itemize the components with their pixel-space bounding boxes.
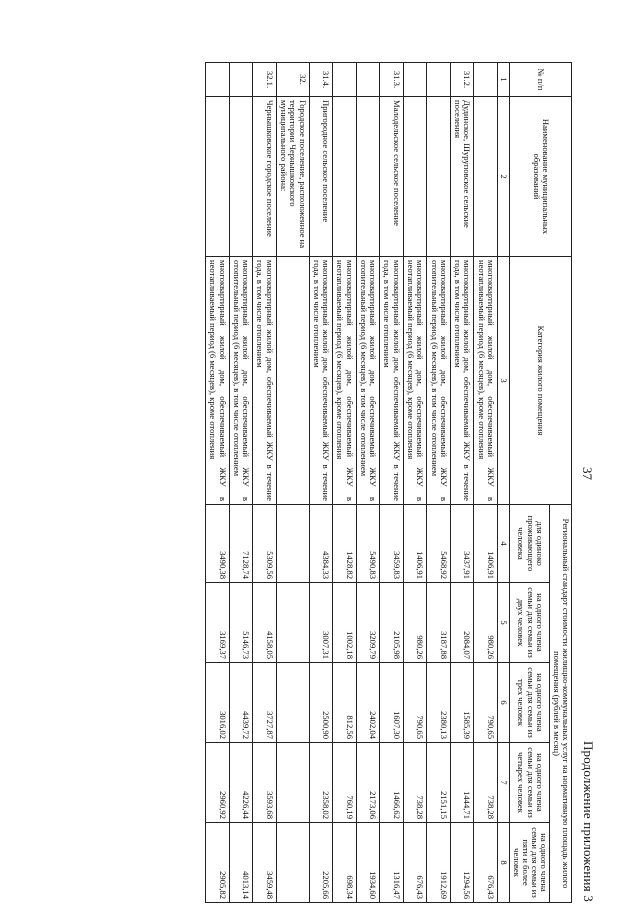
value-family-2: 3187,88 (427, 583, 451, 663)
value-family-3: 790,65 (403, 663, 427, 743)
table-row (206, 63, 230, 903)
housing-category: многоквартирный жилой дом, обеспечиваемый ЖКУ в течение года, в том числе отоплением (253, 257, 277, 505)
value-family-2: 980,26 (403, 583, 427, 663)
housing-category: многоквартирный жилой дом, обеспечиваемый ЖКУ в течение года, в том числе отоплением (450, 257, 474, 505)
value-family-4: 2960,92 (206, 743, 230, 823)
table-row (276, 63, 309, 903)
table-row (427, 63, 451, 903)
value-family-4: 4226,44 (229, 743, 253, 823)
value-family-5plus: 676,43 (474, 823, 498, 903)
value-family-2: 4158,05 (253, 583, 277, 663)
header-category: Категория жилого помещения (510, 257, 572, 505)
municipality-name (427, 97, 451, 257)
row-number: 31.3. (380, 63, 404, 97)
value-family-4: 3593,68 (253, 743, 277, 823)
housing-category: многоквартирный жилой дом, обеспечиваемый ЖКУ в неотапливаемый период (6 месяцев), кроме отопления (403, 257, 427, 505)
value-family-3: 4439,72 (229, 663, 253, 743)
table-row (380, 63, 404, 903)
column-number: 5 (498, 583, 510, 663)
value-family-3: 1585,39 (450, 663, 474, 743)
housing-category: многоквартирный жилой дом, обеспечиваемый ЖКУ в отопительный период (6 месяцев), в том числе отоплением (356, 257, 380, 505)
housing-category: многоквартирный жилой дом, обеспечиваемый ЖКУ в неотапливаемый период (6 месяцев), кроме отопления (333, 257, 357, 505)
header-sub-5: на одного члена семьи для семьи из пяти и более человек (510, 823, 550, 903)
value-single: 3459,83 (380, 505, 404, 583)
value-family-2 (276, 583, 309, 663)
value-family-3: 3016,02 (206, 663, 230, 743)
value-family-2: 3007,31 (309, 583, 333, 663)
header-num: № п/п (510, 63, 572, 97)
housing-category: многоквартирный жилой дом, обеспечиваемый ЖКУ в течение года, в том числе отоплением (380, 257, 404, 505)
table-row (356, 63, 380, 903)
rotated-page (120, 62, 600, 902)
value-family-2: 3209,79 (356, 583, 380, 663)
value-family-3: 2402,04 (356, 663, 380, 743)
row-number (356, 63, 380, 97)
column-number: 7 (498, 743, 510, 823)
housing-category: многоквартирный жилой дом, обеспечиваемый ЖКУ в течение года, в том числе отоплением (309, 257, 333, 505)
value-family-2: 1002,18 (333, 583, 357, 663)
row-number (229, 63, 253, 97)
municipality-name: Пригородное сельское поселение (309, 97, 333, 257)
value-single: 1428,82 (333, 505, 357, 583)
value-single: 3490,38 (206, 505, 230, 583)
row-number: 32. (276, 63, 309, 97)
table-body (206, 63, 498, 903)
header-sub-1: для одиноко проживающего человека (510, 505, 550, 583)
page-number: 37 (580, 467, 595, 480)
table-row (403, 63, 427, 903)
value-single: 7128,74 (229, 505, 253, 583)
value-single: 5468,92 (427, 505, 451, 583)
column-number: 2 (498, 97, 510, 257)
housing-category: многоквартирный жилой дом, обеспечиваемый ЖКУ в неотапливаемый период (6 месяцев), кроме отопления (206, 257, 230, 505)
row-number (403, 63, 427, 97)
column-number: 6 (498, 663, 510, 743)
column-number: 1 (498, 63, 510, 97)
value-family-2: 3169,37 (206, 583, 230, 663)
table-row (474, 63, 498, 903)
value-family-2: 5146,73 (229, 583, 253, 663)
value-family-3: 3727,87 (253, 663, 277, 743)
header-sub-2: на одного члена семьи для семьи из двух человек (510, 583, 550, 663)
value-family-4 (276, 743, 309, 823)
row-number: 31.2. (450, 63, 474, 97)
value-family-2: 980,26 (474, 583, 498, 663)
table-row (253, 63, 277, 903)
value-single: 3437,91 (450, 505, 474, 583)
housing-category (276, 257, 309, 505)
value-family-3: 790,65 (474, 663, 498, 743)
value-family-3: 812,56 (333, 663, 357, 743)
row-number (206, 63, 230, 97)
row-number (474, 63, 498, 97)
value-single: 4384,33 (309, 505, 333, 583)
table-header (498, 63, 572, 903)
municipality-name: Чернышковское городское поселение (253, 97, 277, 257)
header-standard-title: Региональный стандарт стоимости жилищно-коммунальных услуг на нормативную площадь жилого помещения (рублей в месяц) (550, 505, 572, 903)
housing-category: многоквартирный жилой дом, обеспечиваемый ЖКУ в отопительный период (6 месяцев), в том числе отоплением (229, 257, 253, 505)
value-family-5plus: 676,43 (403, 823, 427, 903)
appendix-label: Продолжение приложения 3 (581, 740, 596, 902)
value-family-5plus (276, 823, 309, 903)
municipality-name: Дудинское, Шуруповское сельские поселения (450, 97, 474, 257)
value-family-2: 2084,07 (450, 583, 474, 663)
value-family-4: 1444,71 (450, 743, 474, 823)
row-number (333, 63, 357, 97)
value-family-5plus: 1934,60 (356, 823, 380, 903)
housing-category: многоквартирный жилой дом, обеспечиваемый ЖКУ в неотапливаемый период (6 месяцев), кроме отопления (474, 257, 498, 505)
municipality-name (403, 97, 427, 257)
value-family-4: 2151,15 (427, 743, 451, 823)
value-family-4: 738,28 (474, 743, 498, 823)
tariff-table (205, 62, 572, 903)
value-family-4: 2173,06 (356, 743, 380, 823)
header-sub-3: на одного члена семьи для семьи из трех человек (510, 663, 550, 743)
municipality-name (333, 97, 357, 257)
value-family-5plus: 698,34 (333, 823, 357, 903)
table-row (309, 63, 333, 903)
value-family-3 (276, 663, 309, 743)
value-family-4: 2358,02 (309, 743, 333, 823)
table-row (333, 63, 357, 903)
column-number: 4 (498, 505, 510, 583)
municipality-name (474, 97, 498, 257)
value-family-5plus: 1912,69 (427, 823, 451, 903)
municipality-name: Малодельское сельское поселение (380, 97, 404, 257)
header-sub-4: на одного члена семьи для семьи из четырех человек (510, 743, 550, 823)
table-row (450, 63, 474, 903)
value-family-4: 1466,62 (380, 743, 404, 823)
value-single: 5309,56 (253, 505, 277, 583)
value-family-3: 1607,30 (380, 663, 404, 743)
table-row (229, 63, 253, 903)
header-name: Наименование муниципальных образований (510, 97, 572, 257)
value-family-2: 2105,98 (380, 583, 404, 663)
municipality-name (206, 97, 230, 257)
value-family-5plus: 4013,14 (229, 823, 253, 903)
value-single: 1406,91 (474, 505, 498, 583)
municipality-name (229, 97, 253, 257)
value-single (276, 505, 309, 583)
row-number: 32.1. (253, 63, 277, 97)
value-single: 1406,91 (403, 505, 427, 583)
column-number: 8 (498, 823, 510, 903)
municipality-name: Городское поселение, расположенное на территории Чернышковского муниципального района: (276, 97, 309, 257)
municipality-name (356, 97, 380, 257)
value-family-5plus: 1294,56 (450, 823, 474, 903)
value-family-5plus: 3459,48 (253, 823, 277, 903)
value-family-5plus: 1316,47 (380, 823, 404, 903)
value-family-3: 2380,13 (427, 663, 451, 743)
value-family-4: 738,28 (403, 743, 427, 823)
column-number-row (498, 63, 510, 903)
row-number: 31.4. (309, 63, 333, 97)
value-family-4: 760,19 (333, 743, 357, 823)
value-single: 5490,83 (356, 505, 380, 583)
row-number (427, 63, 451, 97)
column-number: 3 (498, 257, 510, 505)
value-family-5plus: 2905,82 (206, 823, 230, 903)
housing-category: многоквартирный жилой дом, обеспечиваемый ЖКУ в отопительный период (6 месяцев), в том числе отоплением (427, 257, 451, 505)
value-family-5plus: 2205,66 (309, 823, 333, 903)
value-family-3: 2500,90 (309, 663, 333, 743)
